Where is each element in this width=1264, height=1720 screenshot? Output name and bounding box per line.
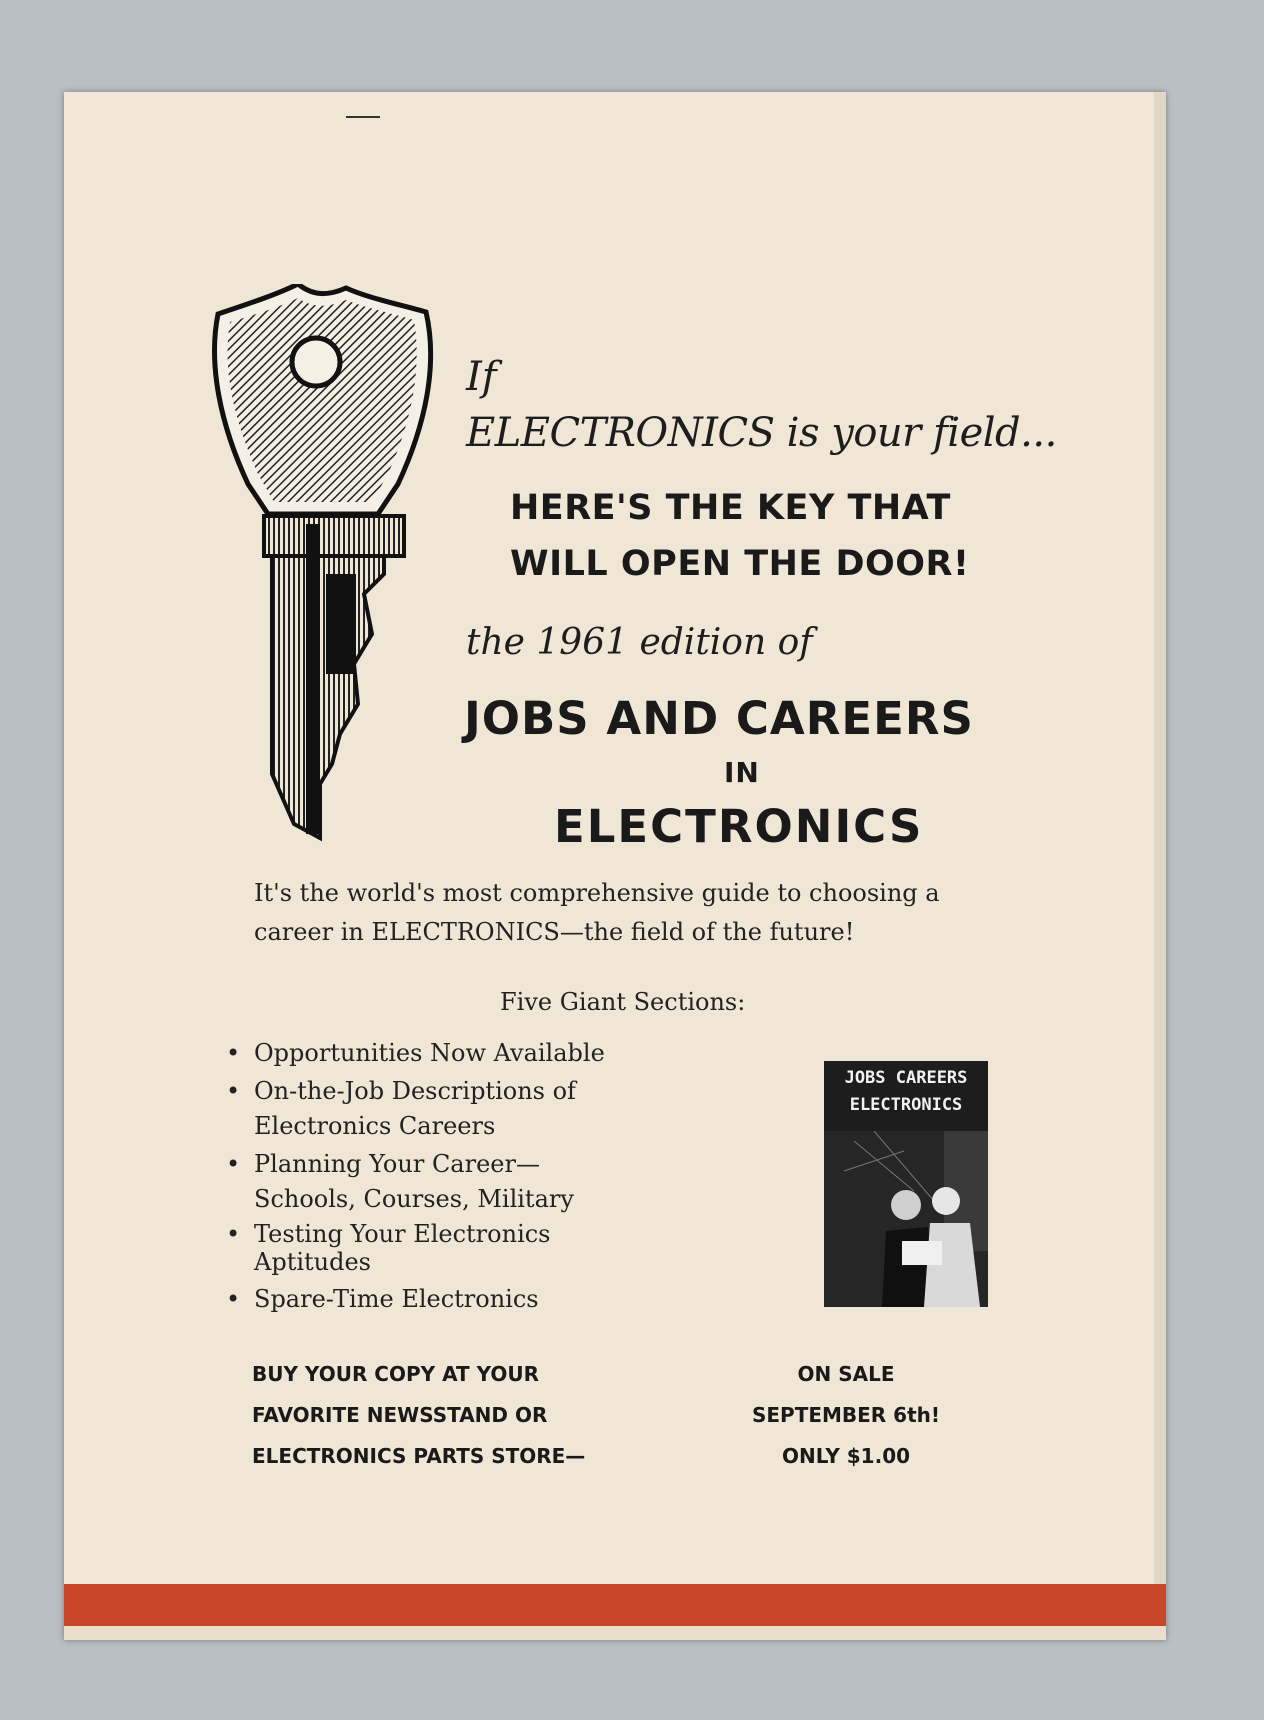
page-bottom-edge	[64, 1626, 1166, 1640]
red-stripe	[64, 1584, 1166, 1626]
key-headline-line1: HERE'S THE KEY THAT	[510, 488, 951, 528]
sale-line2: SEPTEMBER 6th!	[751, 1403, 941, 1427]
list-item-line: Electronics Careers	[254, 1112, 496, 1140]
list-item-line: • Spare-Time Electronics	[254, 1285, 539, 1313]
list-item-line: • On-the-Job Descriptions of	[254, 1077, 576, 1105]
purchase-line2: FAVORITE NEWSSTAND OR	[252, 1403, 548, 1427]
headline-if: If	[466, 354, 497, 400]
headline-field: ELECTRONICS is your field...	[466, 410, 1057, 456]
publication-title-line3: ELECTRONICS	[554, 800, 924, 853]
description-line2: career in ELECTRONICS—the field of the future!	[254, 918, 855, 946]
list-item-line: • Opportunities Now Available	[254, 1039, 605, 1067]
description	[254, 874, 940, 952]
thumbnail-title	[824, 1065, 988, 1119]
sale-line1: ON SALE	[797, 1362, 895, 1386]
publication-title-line1: JOBS AND CAREERS	[464, 692, 974, 745]
key-headline-line2: WILL OPEN THE DOOR!	[510, 544, 970, 584]
list-item	[226, 1147, 605, 1217]
magazine-back-cover	[64, 92, 1166, 1640]
list-item-line: • Planning Your Career—	[254, 1150, 540, 1178]
description-line1: It's the world's most comprehensive guide to choosing a	[254, 879, 940, 907]
sections-heading: Five Giant Sections:	[500, 988, 746, 1016]
list-item-line: • Testing Your Electronics	[254, 1220, 551, 1248]
publication-title-line2: IN	[724, 756, 760, 789]
purchase-line3: ELECTRONICS PARTS STORE—	[252, 1444, 586, 1468]
list-item	[226, 1282, 605, 1317]
print-mark	[346, 116, 380, 118]
purchase-info	[252, 1354, 585, 1477]
sale-info	[744, 1354, 948, 1477]
key-illustration	[208, 284, 440, 844]
page-edge	[1154, 92, 1166, 1640]
magazine-cover-thumbnail	[824, 1061, 988, 1307]
thumbnail-photo	[824, 1131, 988, 1307]
purchase-line1: BUY YOUR COPY AT YOUR	[252, 1362, 540, 1386]
sections-list	[226, 1036, 605, 1320]
list-item-line: Aptitudes	[254, 1248, 371, 1276]
edition-line: the 1961 edition of	[466, 622, 813, 663]
thumbnail-title-line1: JOBS CAREERS	[844, 1068, 968, 1088]
list-item	[226, 1074, 605, 1144]
list-item	[226, 1220, 605, 1276]
sale-price: ONLY $1.00	[781, 1444, 911, 1468]
list-item-line: Schools, Courses, Military	[254, 1185, 574, 1213]
list-item	[226, 1036, 605, 1071]
thumbnail-title-line2: ELECTRONICS	[849, 1095, 963, 1115]
